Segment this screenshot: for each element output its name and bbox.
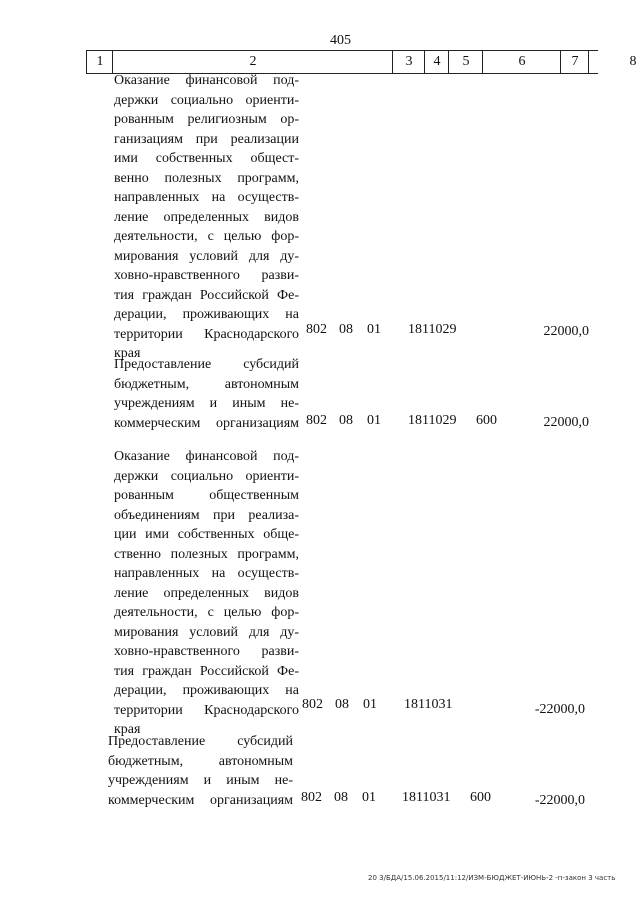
header-col-2: 2 bbox=[112, 51, 393, 73]
cell-sum: -22000,0 bbox=[534, 793, 585, 808]
cell-sum: -22000,0 bbox=[534, 702, 585, 717]
cell-pr: 01 bbox=[362, 790, 376, 805]
description-line: ганизациям при реализации bbox=[114, 131, 299, 147]
cell-ved: 802 bbox=[302, 697, 323, 712]
cell-rz: 08 bbox=[334, 790, 348, 805]
cell-csr: 1811031 bbox=[404, 697, 453, 712]
description-line: ции ими собственных обще- bbox=[114, 527, 299, 542]
description-line: территории Краснодарского bbox=[114, 702, 299, 718]
description-line: держки социально ориенти- bbox=[114, 92, 299, 108]
description-line: края bbox=[114, 722, 141, 737]
cell-vr: 600 bbox=[470, 790, 491, 805]
description-line: учреждениям и иным не- bbox=[108, 773, 293, 788]
header-col-3: 3 bbox=[392, 51, 425, 73]
description-line: бюджетным, автономным bbox=[114, 376, 299, 392]
row-description bbox=[114, 355, 299, 433]
description-line: коммерческим организациям bbox=[114, 415, 299, 431]
cell-sum: 22000,0 bbox=[543, 324, 589, 339]
cell-csr: 1811029 bbox=[408, 322, 457, 337]
description-line: деятельности, с целью фор- bbox=[114, 229, 299, 244]
cell-rz: 08 bbox=[339, 322, 353, 337]
description-line: Оказание финансовой под- bbox=[114, 73, 299, 88]
description-line: ственно полезных программ, bbox=[114, 546, 299, 562]
description-line: Предоставление субсидий bbox=[108, 734, 293, 749]
header-col-4: 4 bbox=[424, 51, 449, 73]
row-description bbox=[114, 447, 299, 740]
description-line: рованным общественным bbox=[114, 488, 299, 503]
description-line: мирования условий для ду- bbox=[114, 624, 299, 640]
cell-csr: 1811029 bbox=[408, 413, 457, 428]
header-col-8: 8 bbox=[588, 51, 640, 73]
description-line: венно полезных программ, bbox=[114, 170, 299, 186]
description-line: рованным религиозным ор- bbox=[114, 112, 299, 127]
description-line: объединениям при реализа- bbox=[114, 507, 299, 523]
description-line: тия граждан Российской Фе- bbox=[114, 287, 299, 303]
cell-ved: 802 bbox=[306, 322, 327, 337]
description-line: направленных на осуществ- bbox=[114, 566, 299, 581]
row-description bbox=[114, 71, 299, 364]
description-line: ховно-нравственного разви- bbox=[114, 644, 299, 659]
description-line: ление определенных видов bbox=[114, 209, 299, 225]
description-line: территории Краснодарского bbox=[114, 326, 299, 342]
cell-sum: 22000,0 bbox=[543, 415, 589, 430]
cell-csr: 1811031 bbox=[402, 790, 451, 805]
description-line: направленных на осуществ- bbox=[114, 190, 299, 205]
description-line: деятельности, с целью фор- bbox=[114, 605, 299, 620]
cell-vr: 600 bbox=[476, 413, 497, 428]
description-line: ление определенных видов bbox=[114, 585, 299, 601]
description-line: дерации, проживающих на bbox=[114, 683, 299, 698]
cell-pr: 01 bbox=[367, 322, 381, 337]
page-number: 405 bbox=[330, 33, 351, 48]
description-line: Предоставление субсидий bbox=[114, 357, 299, 372]
description-line: бюджетным, автономным bbox=[108, 753, 293, 769]
header-col-5: 5 bbox=[448, 51, 483, 73]
description-line: тия граждан Российской Фе- bbox=[114, 663, 299, 679]
cell-rz: 08 bbox=[339, 413, 353, 428]
cell-ved: 802 bbox=[306, 413, 327, 428]
header-col-6: 6 bbox=[482, 51, 561, 73]
description-line: мирования условий для ду- bbox=[114, 248, 299, 264]
description-line: коммерческим организациям bbox=[108, 792, 293, 808]
header-col-1: 1 bbox=[86, 51, 113, 73]
cell-rz: 08 bbox=[335, 697, 349, 712]
footer-stamp: 20 3/БДА/15.06.2015/11:12/ИЗМ-БЮДЖЕТ-ИЮНЬ-2 -п-закон 3 часть bbox=[368, 874, 616, 882]
cell-pr: 01 bbox=[367, 413, 381, 428]
description-line: дерации, проживающих на bbox=[114, 307, 299, 322]
description-line: края bbox=[114, 346, 141, 361]
row-description bbox=[108, 732, 293, 810]
description-line: ими собственных общест- bbox=[114, 151, 299, 166]
header-col-7: 7 bbox=[560, 51, 589, 73]
description-line: ховно-нравственного разви- bbox=[114, 268, 299, 283]
cell-pr: 01 bbox=[363, 697, 377, 712]
description-line: держки социально ориенти- bbox=[114, 468, 299, 484]
description-line: Оказание финансовой под- bbox=[114, 449, 299, 464]
cell-ved: 802 bbox=[301, 790, 322, 805]
description-line: учреждениям и иным не- bbox=[114, 396, 299, 411]
